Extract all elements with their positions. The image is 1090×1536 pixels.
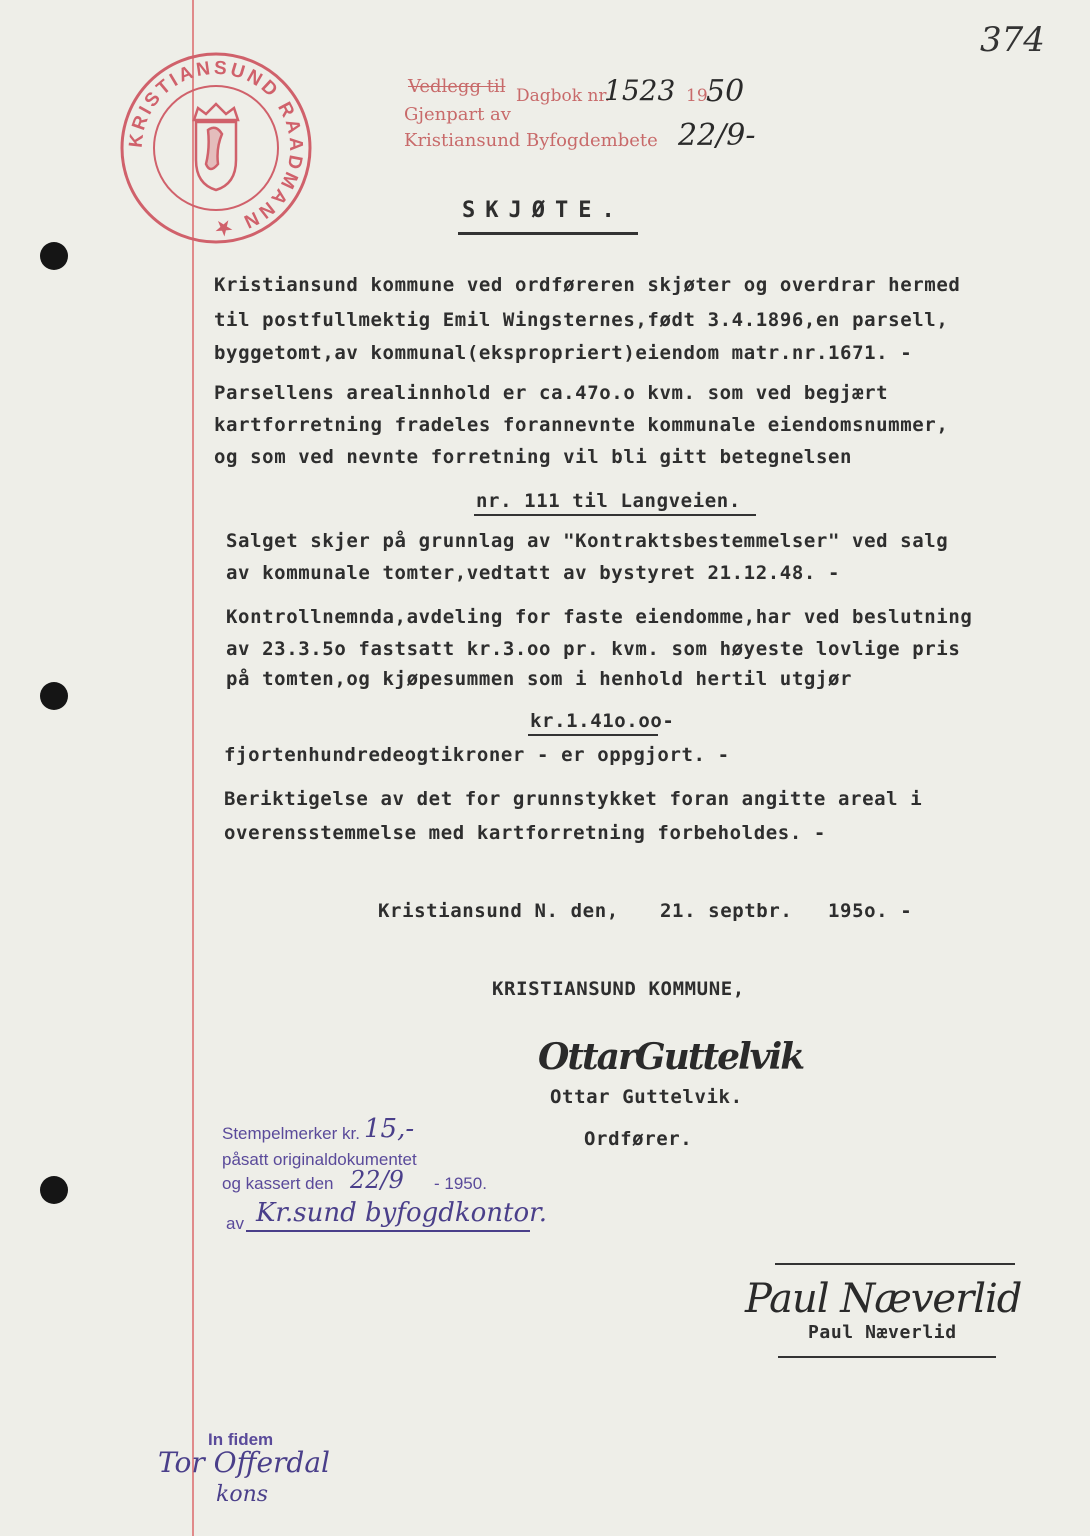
- document-title: SKJØTE.: [462, 198, 625, 223]
- property-designation-underline: [474, 514, 756, 516]
- body-line: overensstemmelse med kartforretning forbeholdes. -: [224, 822, 826, 844]
- body-line: fjortenhundredeogtikroner - er oppgjort. -: [224, 744, 730, 766]
- punch-hole: [40, 1176, 68, 1204]
- in-fidem-label: In fidem: [208, 1430, 274, 1449]
- signatory-org: KRISTIANSUND KOMMUNE,: [492, 978, 745, 1000]
- body-line: kartforretning fradeles forannevnte kommunale eiendomsnummer,: [214, 414, 949, 436]
- naverlid-underline: [778, 1356, 996, 1358]
- body-line: Beriktigelse av det for grunnstykket foran angitte areal i: [224, 788, 923, 810]
- raadmann-seal: [118, 50, 314, 246]
- title-underline: [458, 232, 638, 235]
- signature-line: [775, 1263, 1015, 1265]
- signature-naverlid: Paul Næverlid: [745, 1276, 1022, 1322]
- header-year-printed: 19: [686, 86, 708, 106]
- body-line: Salget skjer på grunnlag av "Kontraktsbestemmelser" ved salg: [226, 530, 949, 552]
- purchase-amount: kr.1.41o.oo-: [530, 710, 675, 732]
- body-line: og som ved nevnte forretning vil bli gitt betegnelsen: [214, 446, 853, 468]
- fee-stamp-av: av: [226, 1214, 244, 1233]
- fee-stamp-line: og kassert den: [222, 1174, 334, 1193]
- body-line: Parsellens arealinnhold er ca.47o.o kvm. som ved begjært: [214, 382, 889, 404]
- purchase-amount-underline: [528, 734, 658, 736]
- signatory-name: Ottar Guttelvik.: [550, 1086, 743, 1108]
- in-fidem-note: kons: [216, 1482, 269, 1507]
- fee-stamp-line: påsatt originaldokumentet: [222, 1150, 417, 1169]
- property-designation: nr. 111 til Langveien.: [476, 490, 741, 512]
- header-dagbok-label: Dagbok nr.: [516, 86, 611, 106]
- fee-date-hand: 22/9: [350, 1166, 404, 1194]
- header-dagbok-number: 1523: [604, 74, 676, 107]
- date-day: 21. septbr.: [660, 900, 793, 922]
- body-line: Kristiansund kommune ved ordføreren skjøter og overdrar hermed: [214, 274, 961, 296]
- naverlid-name: Paul Næverlid: [808, 1322, 957, 1343]
- fee-amount-hand: 15,-: [364, 1114, 415, 1144]
- fee-office-underline: [246, 1230, 530, 1232]
- signature-ordforer: OttarGuttelvik: [538, 1036, 804, 1078]
- fee-stamp-line: Stempelmerker kr.: [222, 1124, 360, 1143]
- header-strike-label: Vedlegg til: [408, 76, 506, 97]
- punch-hole: [40, 682, 68, 710]
- page-number: 374: [980, 20, 1045, 60]
- signatory-role: Ordfører.: [584, 1128, 693, 1150]
- body-line: til postfullmektig Emil Wingsternes,født 3.4.1896,en parsell,: [214, 309, 949, 331]
- fee-stamp-year: - 1950.: [434, 1174, 487, 1193]
- fee-office-hand: Kr.sund byfogdkontor.: [256, 1198, 547, 1228]
- body-line: av 23.3.5o fastsatt kr.3.oo pr. kvm. som høyeste lovlige pris: [226, 638, 961, 660]
- body-line: på tomten,og kjøpesummen som i henhold hertil utgjør: [226, 668, 853, 690]
- date-year: 195o. -: [828, 900, 913, 922]
- header-office: Kristiansund Byfogdembete: [404, 130, 658, 151]
- punch-hole: [40, 242, 68, 270]
- body-line: byggetomt,av kommunal(ekspropriert)eiendom matr.nr.1671. -: [214, 342, 913, 364]
- seal-text: KRISTIANSUND RAADMANN ★: [125, 57, 307, 239]
- body-line: av kommunale tomter,vedtatt av bystyret 21.12.48. -: [226, 562, 840, 584]
- body-line: Kontrollnemnda,avdeling for faste eiendomme,har ved beslutning: [226, 606, 973, 628]
- coat-of-arms: [194, 104, 238, 190]
- header-year-hand: 50: [706, 74, 745, 109]
- in-fidem-signature: Tor Offerdal: [158, 1446, 330, 1479]
- header-gjenpart: Gjenpart av: [404, 104, 511, 125]
- header-date-hand: 22/9-: [678, 118, 756, 153]
- place: Kristiansund N. den,: [378, 900, 619, 922]
